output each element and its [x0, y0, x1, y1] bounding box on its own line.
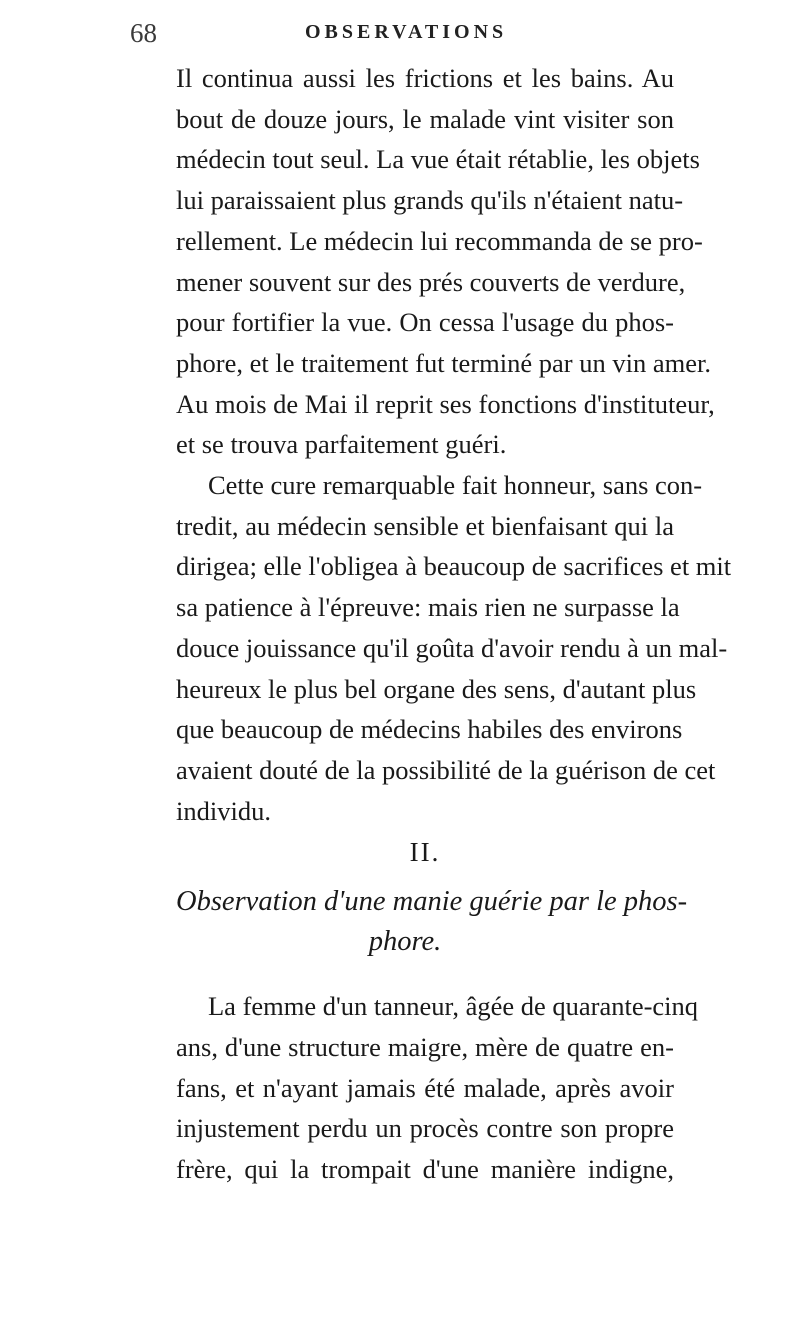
text-line: douce jouissance qu'il goûta d'avoir rendu à un mal- [176, 632, 728, 663]
text-line: frère, qui la trompait d'une manière indigne, [176, 1154, 674, 1185]
text-line: que beaucoup de médecins habiles des environs [176, 714, 683, 745]
text-line: avaient douté de la possibilité de la guérison de cet [176, 754, 716, 785]
text-line: heureux le plus bel organe des sens, d'autant plus [176, 673, 697, 704]
text-line: Cette cure remarquable fait honneur, sans con- [208, 470, 703, 501]
text-line: phore, et le traitement fut terminé par un vin amer. [176, 347, 711, 378]
section-title [176, 882, 688, 962]
text-line: dirigea; elle l'obligea à beaucoup de sacrifices et mit [176, 551, 732, 582]
text-line: lui paraissaient plus grands qu'ils n'étaient natu- [176, 185, 684, 216]
text-line: La femme d'un tanneur, âgée de quarante-cinq [208, 991, 699, 1022]
text-line: Au mois de Mai il reprit ses fonctions d'instituteur, [176, 388, 715, 419]
running-title: OBSERVATIONS [305, 21, 508, 43]
text-line: ans, d'une structure maigre, mère de quatre en- [176, 1032, 674, 1063]
text-line: fans, et n'ayant jamais été malade, après avoir [176, 1072, 674, 1103]
section-title-line: phore. [368, 926, 442, 958]
text-line: et se trouva parfaitement guéri. [176, 429, 507, 460]
body-text [176, 58, 732, 1190]
text-line: mener souvent sur des prés couverts de verdure, [176, 266, 686, 297]
section-number: II. [409, 837, 441, 868]
page-number: 68 [130, 18, 157, 48]
paragraph-1 [176, 58, 715, 465]
text-line: injustement perdu un procès contre son propre [176, 1113, 674, 1144]
text-line: Il continua aussi les frictions et les bains. Au [176, 63, 674, 93]
paragraph-3 [176, 986, 699, 1190]
text-line: bout de douze jours, le malade vint visiter son [176, 103, 674, 134]
text-line: tredit, au médecin sensible et bienfaisant qui la [176, 510, 674, 541]
section-title-line: Observation d'une manie guérie par le phos- [176, 886, 688, 918]
text-line: pour fortifier la vue. On cessa l'usage du phos- [176, 307, 674, 338]
paragraph-2 [176, 465, 732, 831]
text-line: médecin tout seul. La vue était rétablie, les objets [176, 144, 700, 175]
text-line: rellement. Le médecin lui recommanda de se pro- [176, 225, 703, 256]
running-head [130, 18, 690, 52]
text-line: sa patience à l'épreuve: mais rien ne surpasse la [176, 592, 680, 623]
text-line: individu. [176, 795, 271, 826]
